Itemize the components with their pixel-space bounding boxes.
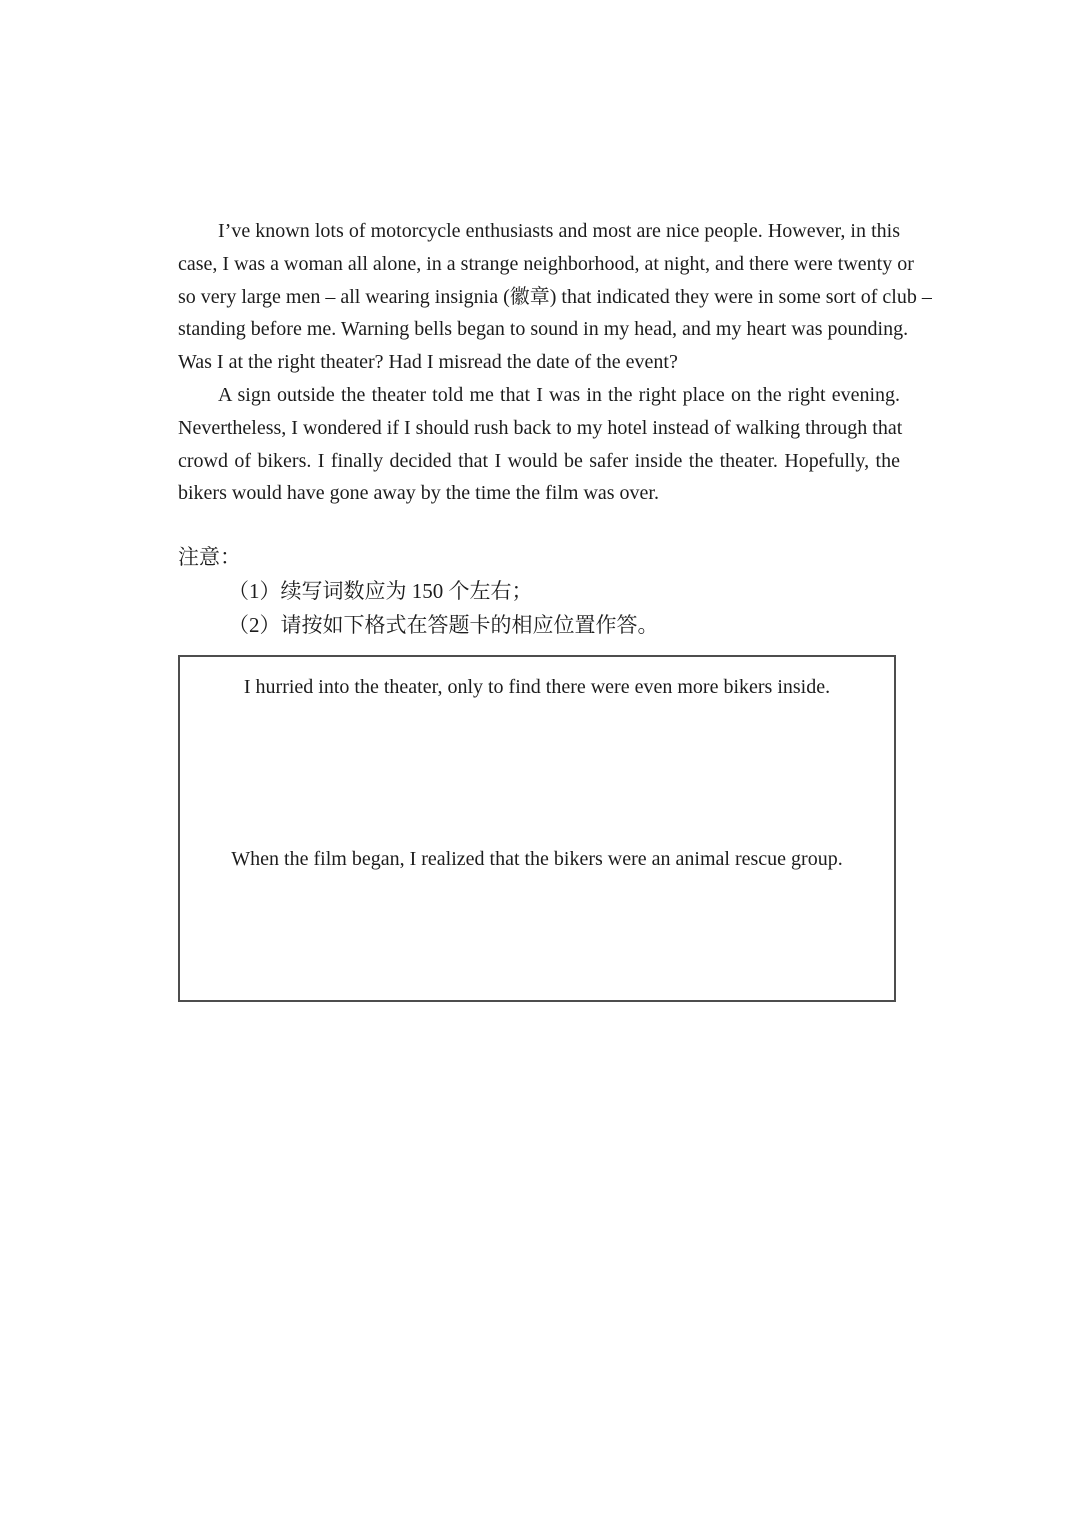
story-paragraph-1 (178, 215, 932, 379)
exam-page (178, 215, 932, 1002)
paragraph-line: bikers would have gone away by the time the film was over. (178, 482, 659, 505)
paragraph-line: Nevertheless, I wondered if I should rush back to my hotel instead of walking through that (178, 416, 903, 439)
paragraph-line: Was I at the right theater? Had I misread the date of the event? (178, 351, 678, 374)
note-item-2: （2）请按如下格式在答题卡的相应位置作答。 (228, 613, 659, 638)
paragraph-line: standing before me. Warning bells began to sound in my head, and my heart was pounding. (178, 318, 909, 341)
paragraph-line: case, I was a woman all alone, in a strange neighborhood, at night, and there were twenty or (178, 252, 914, 275)
story-paragraph-2 (178, 379, 903, 510)
paragraph-line: A sign outside the theater told me that I was in the right place on the right evening. (218, 383, 900, 406)
note-item-1: （1）续写词数应为 150 个左右； (228, 579, 533, 604)
box-second-sentence: When the film began, I realized that the bikers were an animal rescue group. (231, 848, 843, 871)
notes-heading: 注意： (178, 545, 241, 570)
paragraph-line: I’ve known lots of motorcycle enthusiasts and most are nice people. However, in this (218, 220, 900, 242)
paragraph-line: so very large men – all wearing insignia (徽章) that indicated they were in some sort of club – (178, 285, 932, 308)
box-opening-sentence: I hurried into the theater, only to find there were even more bikers inside. (243, 676, 831, 699)
paragraph-line: crowd of bikers. I finally decided that I would be safer inside the theater. Hopefully, the (178, 449, 900, 472)
answer-format-box (178, 655, 896, 1002)
